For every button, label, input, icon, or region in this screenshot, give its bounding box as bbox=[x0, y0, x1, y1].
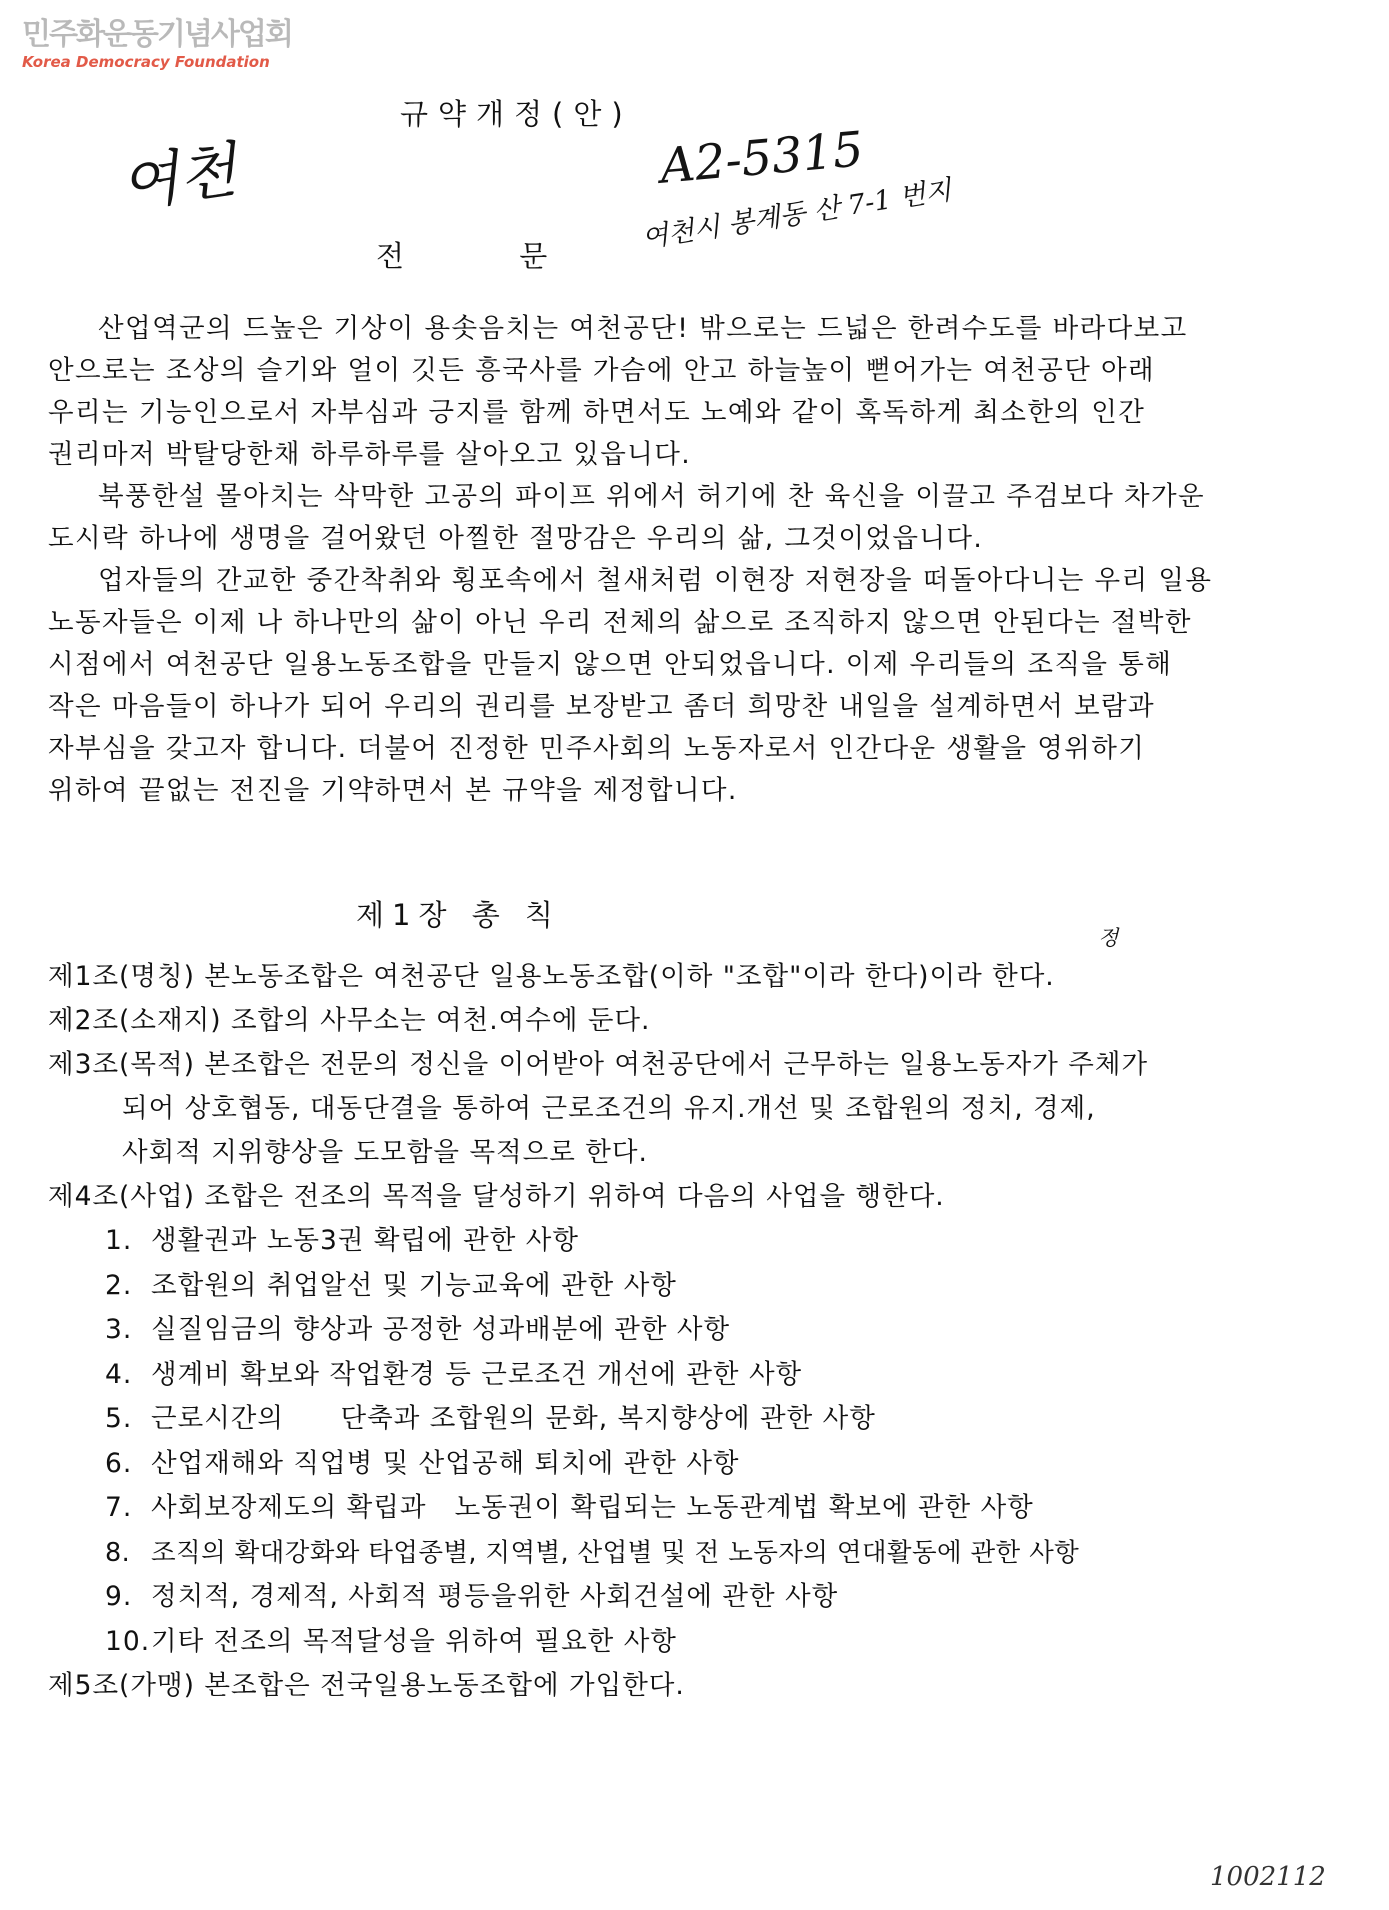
item-number: 5. bbox=[105, 1403, 133, 1434]
article-4-item bbox=[48, 1531, 1368, 1576]
preamble-line: 산업역군의 드높은 기상이 용솟음치는 여천공단! 밖으로는 드넓은 한려수도를 바라다보고 bbox=[98, 313, 1188, 344]
article-4: 제4조(사업) 조합은 전조의 목적을 달성하기 위하여 다음의 사업을 행한다. bbox=[48, 1181, 945, 1212]
item-text: 기타 전조의 목적달성을 위하여 필요한 사항 bbox=[151, 1625, 677, 1657]
item-text: 생계비 확보와 작업환경 등 근로조건 개선에 관한 사항 bbox=[151, 1358, 803, 1390]
preamble-line: 안으로는 조상의 슬기와 얼이 깃든 흥국사를 가슴에 안고 하늘높이 뻗어가는 여천공단 아래 bbox=[48, 355, 1156, 386]
article-4-item bbox=[48, 1620, 1368, 1665]
item-number: 2. bbox=[105, 1269, 133, 1301]
preamble-body bbox=[48, 308, 1348, 812]
document-title: 규약개정(안) bbox=[400, 97, 633, 131]
preamble-line: 위하여 끝없는 전진을 기약하면서 본 규약을 제정합니다. bbox=[48, 775, 738, 806]
preamble-line: 권리마저 박탈당한채 하루하루를 살아오고 있읍니다. bbox=[48, 439, 692, 470]
item-text: 생활권과 노동3권 확립에 관한 사항 bbox=[151, 1225, 579, 1256]
handwritten-address: 여천시 봉계동 산 7-1 번지 bbox=[639, 174, 954, 255]
chapter1-heading: 제1장 총 칙 bbox=[356, 898, 561, 932]
article-4-item bbox=[48, 1486, 1368, 1531]
item-number: 6. bbox=[105, 1447, 133, 1479]
preamble-line: 작은 마음들이 하나가 되어 우리의 권리를 보장받고 좀더 희망찬 내일을 설계하면서 보람과 bbox=[48, 691, 1156, 722]
preamble-line: 자부심을 갖고자 합니다. 더불어 진정한 민주사회의 노동자로서 인간다운 생활을 영위하기 bbox=[48, 733, 1146, 764]
article-3-cont: 되어 상호협동, 대동단결을 통하여 근로조건의 유지.개선 및 조합원의 정치, 경제, bbox=[122, 1093, 1096, 1124]
item-number: 1. bbox=[105, 1225, 133, 1256]
preamble-line: 노동자들은 이제 나 하나만의 삶이 아닌 우리 전체의 삶으로 조직하지 않으면 안된다는 절박한 bbox=[48, 607, 1192, 638]
margin-correction-mark: 정 bbox=[1098, 926, 1119, 950]
article-4-item bbox=[48, 1575, 1368, 1620]
watermark-logo bbox=[22, 18, 292, 72]
preamble-line: 업자들의 간교한 중간착취와 횡포속에서 철새처럼 이현장 저현장을 떠돌아다니는 우리 일용 bbox=[98, 565, 1213, 596]
preamble-line: 시점에서 여천공단 일용노동조합을 만들지 않으면 안되었읍니다. 이제 우리들의 조직을 통해 bbox=[48, 649, 1173, 680]
item-number: 10. bbox=[105, 1625, 151, 1657]
article-5: 제5조(가맹) 본조합은 전국일용노동조합에 가입한다. bbox=[48, 1670, 685, 1701]
item-text: 조합원의 취업알선 및 기능교육에 관한 사항 bbox=[151, 1269, 677, 1301]
article-2: 제2조(소재지) 조합의 사무소는 여천.여수에 둔다. bbox=[48, 1005, 651, 1036]
article-3-cont: 사회적 지위향상을 도모함을 목적으로 한다. bbox=[122, 1137, 648, 1168]
item-text: 산업재해와 직업병 및 산업공해 퇴치에 관한 사항 bbox=[151, 1447, 740, 1479]
item-text: 실질임금의 향상과 공정한 성과배분에 관한 사항 bbox=[151, 1314, 731, 1345]
item-number: 7. bbox=[105, 1492, 133, 1523]
preamble-line: 우리는 기능인으로서 자부심과 긍지를 함께 하면서도 노예와 같이 혹독하게 최소한의 인간 bbox=[48, 397, 1146, 428]
item-text: 조직의 확대강화와 타업종별, 지역별, 산업별 및 전 노동자의 연대활동에 관한 사항 bbox=[151, 1537, 1080, 1568]
article-1: 제1조(명칭) 본노동조합은 여천공단 일용노동조합(이하 "조합"이라 한다)이라 한다. bbox=[48, 961, 1055, 992]
watermark-korean: 민주화운동기념사업회 bbox=[22, 17, 292, 52]
item-number: 3. bbox=[105, 1314, 133, 1345]
article-4-item bbox=[48, 1397, 1368, 1442]
article-4-item bbox=[48, 1442, 1368, 1487]
item-number: 9. bbox=[105, 1581, 133, 1612]
preamble-line: 북풍한설 몰아치는 삭막한 고공의 파이프 위에서 허기에 찬 육신을 이끌고 주검보다 차가운 bbox=[98, 481, 1206, 512]
watermark-english: Korea Democracy Foundation bbox=[22, 53, 270, 71]
article-4-item bbox=[48, 1308, 1368, 1353]
item-number: 8. bbox=[105, 1537, 131, 1568]
handwritten-page-number: 1002112 bbox=[1210, 1862, 1326, 1892]
item-text: 사회보장제도의 확립과 노동권이 확립되는 노동관계법 확보에 관한 사항 bbox=[151, 1492, 1034, 1523]
article-4-item bbox=[48, 1353, 1368, 1398]
article-4-item bbox=[48, 1219, 1368, 1264]
item-number: 4. bbox=[105, 1358, 133, 1390]
preamble-heading: 전 문 bbox=[376, 239, 556, 273]
article-4-item bbox=[48, 1264, 1368, 1309]
item-text: 근로시간의 단축과 조합원의 문화, 복지향상에 관한 사항 bbox=[151, 1403, 876, 1434]
handwritten-signature: 여천 bbox=[116, 135, 241, 221]
item-text: 정치적, 경제적, 사회적 평등을위한 사회건설에 관한 사항 bbox=[151, 1581, 839, 1612]
preamble-line: 도시락 하나에 생명을 걸어왔던 아찔한 절망감은 우리의 삶, 그것이었읍니다. bbox=[48, 523, 984, 554]
handwritten-code: A2-5315 bbox=[657, 121, 866, 195]
articles-block bbox=[48, 955, 1368, 1708]
article-3: 제3조(목적) 본조합은 전문의 정신을 이어받아 여천공단에서 근무하는 일용노동자가 주체가 bbox=[48, 1049, 1149, 1080]
